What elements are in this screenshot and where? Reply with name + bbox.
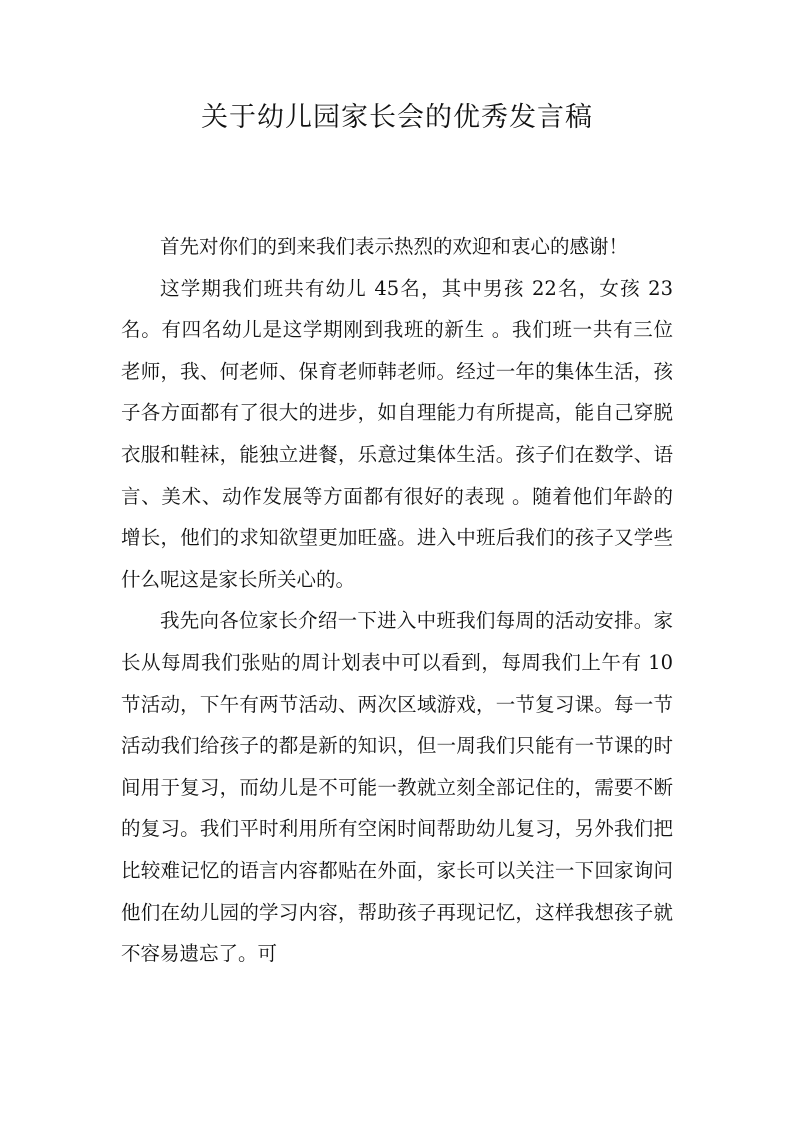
paragraph-class-overview: 这学期我们班共有幼儿 45名，其中男孩 22名，女孩 23名。有四名幼儿是这学期刚到我班的新生 。我们班一共有三位老师，我、何老师、保育老师韩老师。经过一年的集体生活，孩子各方面都有了很大的进步，如自理能力有所提高，能自己穿脱衣服和鞋袜，能独立进餐，乐意过集体生活。孩子们在数学、语言、美术、动作发展等方面都有很好的表现 。随着他们年龄的增长，他们的求知欲望更加旺盛。进入中班后我们的孩子又学些什么呢这是家长所关心的。: [121, 276, 673, 591]
document-body: [121, 226, 673, 975]
document-title: 关于幼儿园家长会的优秀发言稿: [201, 102, 593, 133]
paragraph-weekly-schedule: 我先向各位家长介绍一下进入中班我们每周的活动安排。家长从每周我们张贴的周计划表中可以看到，每周我们上午有 10节活动，下午有两节活动、两次区域游戏，一节复习课。每一节活动我们给孩子的都是新的知识，但一周我们只能有一节课的时间用于复习，而幼儿是不可能一教就立刻全部记住的，需要不断的复习。我们平时利用所有空闲时间帮助幼儿复习，另外我们把比较难记忆的语言内容都贴在外面，家长可以关注一下回家询问他们在幼儿园的学习内容，帮助孩子再现记忆，这样我想孩子就不容易遗忘了。可: [121, 609, 673, 966]
paragraph-welcome: 首先对你们的到来我们表示热烈的欢迎和衷心的感谢！: [160, 235, 629, 258]
